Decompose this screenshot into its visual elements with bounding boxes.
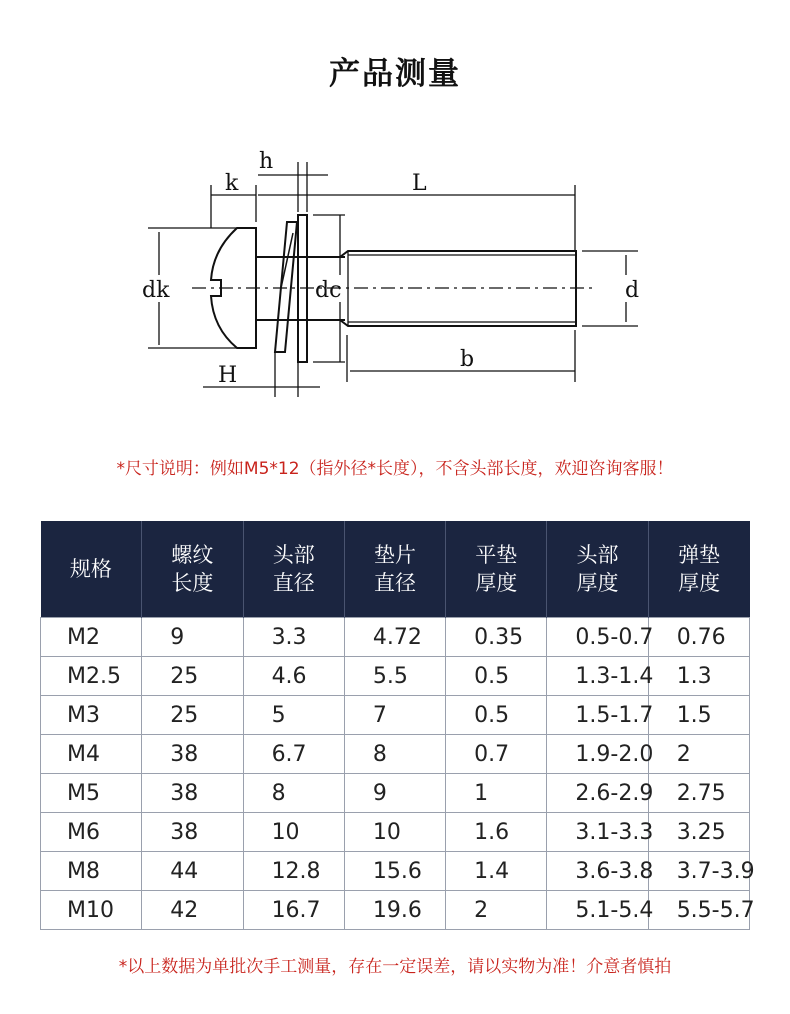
spec-table [40,521,755,930]
column-header-line: 螺纹 [171,543,214,567]
table-cell: 0.5-0.7 [547,618,648,657]
column-header [41,521,142,618]
column-header-line: 头部 [576,543,619,567]
label-d: d [625,278,640,303]
table-cell: M10 [41,891,142,930]
column-header-line: 厚度 [576,571,619,595]
table-cell: 12.8 [243,852,344,891]
table-cell: 8 [243,774,344,813]
label-k: k [225,171,239,196]
size-note: *尺寸说明：例如M5*12（指外径*长度），不含头部长度，欢迎咨询客服！ [116,459,674,479]
table-cell: 3.1-3.3 [547,813,648,852]
table-row [41,891,750,930]
table-cell: 2.75 [648,774,749,813]
table-cell: 25 [142,696,243,735]
table-header-row [41,521,750,618]
column-header [446,521,547,618]
table-cell: M5 [41,774,142,813]
screw-dimension-diagram [0,130,790,410]
table-cell: 0.7 [446,735,547,774]
table-cell: 3.25 [648,813,749,852]
label-L: L [412,171,427,196]
table-cell: M2.5 [41,657,142,696]
column-header [243,521,344,618]
label-b: b [460,347,475,372]
table-cell: M4 [41,735,142,774]
table-row [41,852,750,891]
table-cell: 1.6 [446,813,547,852]
table-cell: M3 [41,696,142,735]
table-cell: 5.5 [344,657,445,696]
table-cell: 1.4 [446,852,547,891]
table-cell: 4.72 [344,618,445,657]
table-cell: 4.6 [243,657,344,696]
table-cell: 2 [446,891,547,930]
page-title: 产品测量 [329,56,461,92]
column-header [547,521,648,618]
disclaimer: *以上数据为单批次手工测量，存在一定误差，请以实物为准！介意者慎拍 [118,957,672,977]
table-cell: 38 [142,774,243,813]
table-cell: 38 [142,735,243,774]
table-cell: 10 [344,813,445,852]
table-cell: 0.76 [648,618,749,657]
table-cell: M6 [41,813,142,852]
table-cell: 5 [243,696,344,735]
table-cell: 7 [344,696,445,735]
column-header-line: 厚度 [678,571,721,595]
table-cell: 0.5 [446,657,547,696]
table-cell: 8 [344,735,445,774]
table-cell: 6.7 [243,735,344,774]
column-header-line: 长度 [171,571,214,595]
table-cell: 3.3 [243,618,344,657]
table-row [41,696,750,735]
table-cell: 15.6 [344,852,445,891]
table-cell: 16.7 [243,891,344,930]
column-header-line: 直径 [272,571,315,595]
table-cell: 1.5-1.7 [547,696,648,735]
table-cell: 38 [142,813,243,852]
table-cell: 1.9-2.0 [547,735,648,774]
label-h: h [259,149,274,174]
table-cell: 3.7-3.9 [648,852,749,891]
table-cell: 3.6-3.8 [547,852,648,891]
table-row [41,618,750,657]
table-row [41,657,750,696]
table-cell: 2 [648,735,749,774]
column-header-line: 头部 [272,543,315,567]
table-cell: 19.6 [344,891,445,930]
table-row [41,774,750,813]
table-row [41,735,750,774]
column-header [648,521,749,618]
table-cell: 9 [142,618,243,657]
table-row [41,813,750,852]
column-header [142,521,243,618]
table-cell: M8 [41,852,142,891]
table-cell: 1.5 [648,696,749,735]
table-cell: 42 [142,891,243,930]
column-header-line: 厚度 [475,571,518,595]
column-header-line: 弹垫 [678,543,721,567]
label-dc: dc [315,278,342,303]
column-header-line: 直径 [373,571,416,595]
table-cell: 0.5 [446,696,547,735]
table-cell: 0.35 [446,618,547,657]
table-cell: 1.3 [648,657,749,696]
label-H: H [218,363,238,388]
table-cell: 25 [142,657,243,696]
table-cell: 5.5-5.7 [648,891,749,930]
table-cell: 1 [446,774,547,813]
table-cell: 44 [142,852,243,891]
table-cell: 5.1-5.4 [547,891,648,930]
table-cell: 9 [344,774,445,813]
table-cell: 1.3-1.4 [547,657,648,696]
table-cell: 10 [243,813,344,852]
column-header-line: 规格 [69,557,112,581]
label-dk: dk [142,278,170,303]
column-header-line: 垫片 [373,543,416,567]
table-cell: M2 [41,618,142,657]
column-header [344,521,445,618]
table-cell: 2.6-2.9 [547,774,648,813]
column-header-line: 平垫 [475,543,518,567]
